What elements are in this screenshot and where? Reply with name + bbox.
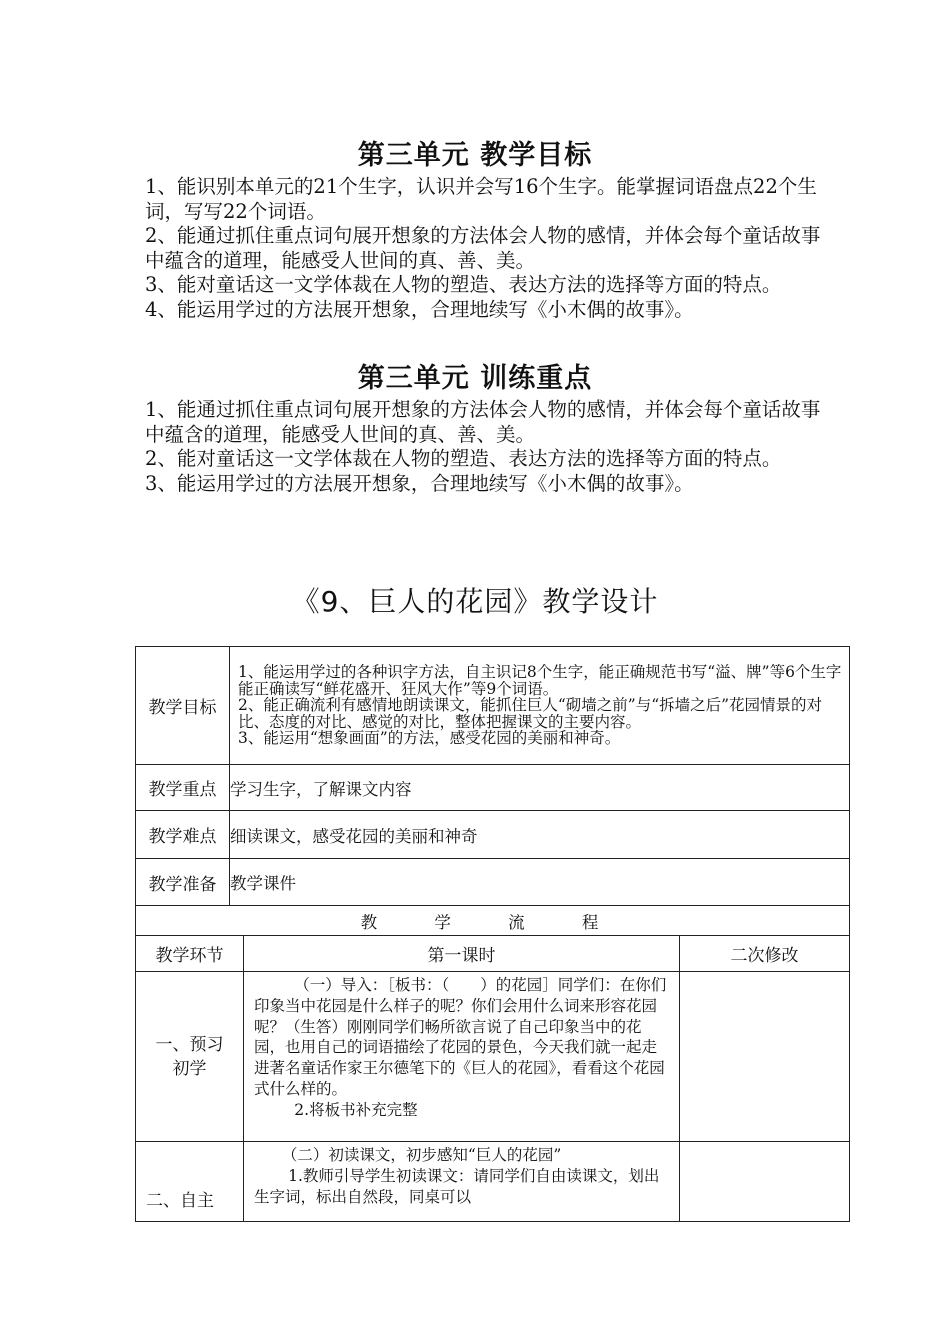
key-label: 教学重点 [136, 765, 230, 811]
key-value: 学习生字，了解课文内容 [230, 765, 850, 811]
lesson-goal-item: 1、能运用学过的各种识字方法，自主识记8个生字，能正确规范书写“溢、牌”等6个生字能正确读写“鲜花盛开、狂风大作”等9个词语。 [238, 663, 842, 698]
prep-value: 教学课件 [230, 859, 850, 906]
table-row [136, 647, 850, 765]
unit-focus-item: 3、能运用学过的方法展开想象，合理地续写《小木偶的故事》。 [145, 471, 694, 495]
stage-1-label [136, 972, 244, 1142]
unit-focus-item: 2、能对童话这一文学体裁在人物的塑造、表达方法的选择等方面的特点。 [145, 447, 782, 470]
lesson-design-table [135, 646, 850, 1222]
stage-1-line: 初学 [172, 1058, 207, 1079]
unit-goal-item: 4、能运用学过的方法展开想象，合理地续写《小木偶的故事》。 [145, 297, 694, 321]
stage-1-line: 一、预习 [155, 1034, 224, 1055]
unit-focus-title: 第三单元 训练重点 [357, 363, 593, 394]
unit-goal-item: 2、能通过抓住重点词句展开想象的方法体会人物的感情，并体会每个童话故事中蕴含的道理，能感受人世间的真、善、美。 [145, 224, 821, 272]
difficulty-label: 教学难点 [136, 811, 230, 859]
unit-goal-item: 3、能对童话这一文学体裁在人物的塑造、表达方法的选择等方面的特点。 [145, 273, 782, 296]
difficulty-value: 细读课文，感受花园的美丽和神奇 [230, 811, 850, 859]
lesson-title: 《9、巨人的花园》教学设计 [291, 585, 659, 618]
unit-focus-item: 1、能通过抓住重点词句展开想象的方法体会人物的感情，并体会每个童话故事中蕴含的道理，能感受人世间的真、善、美。 [145, 398, 821, 446]
stage-1-paragraph: （一）导入：［板书：（ ）的花园］同学们：在你们印象当中花园是什么样子的呢？你们会用什么词来形容花园呢？（生答）刚刚同学们畅所欲言说了自己印象当中的花园，也用自己的词语描绘了花园的景色，今天我们就一起走进著名童话作家王尔德笔下的《巨人的花园》，看看这个花园式什么样的。 [254, 976, 667, 1098]
flow-heading: 教 学 流 程 [136, 906, 850, 936]
table-row [136, 859, 850, 906]
goals-cell [230, 647, 850, 765]
stage-2-paragraph: 1.教师引导学生初读课文：请同学们自由读课文，划出生字词，标出自然段，同桌可以 [254, 1166, 660, 1206]
col-stage-header: 教学环节 [136, 936, 244, 972]
stage-2-content [244, 1142, 680, 1222]
stage-2-label: 二、自主 [136, 1142, 244, 1222]
table-row [136, 972, 850, 1142]
unit-goals-list [145, 175, 825, 322]
table-row [136, 765, 850, 811]
unit-focus-list [145, 398, 825, 496]
unit-goals-title: 第三单元 教学目标 [357, 140, 593, 171]
prep-label: 教学准备 [136, 859, 230, 906]
table-row [136, 1142, 850, 1222]
table-row [136, 906, 850, 936]
stage-2-revise-cell [680, 1142, 850, 1222]
stage-2-paragraph: （二）初读课文，初步感知“巨人的花园” [281, 1146, 562, 1164]
unit-goal-item: 1、能识别本单元的21个生字，认识并会写16个生字。能掌握词语盘点22个生词，写写22个词语。 [145, 175, 817, 223]
table-row [136, 936, 850, 972]
goals-label: 教学目标 [136, 647, 230, 765]
lesson-goal-item: 2、能正确流利有感情地朗读课文，能抓住巨人“砌墙之前”与“拆墙之后”花园情景的对比、态度的对比、感觉的对比，整体把握课文的主要内容。 [238, 696, 823, 731]
stage-1-paragraph: 2.将板书补充完整 [294, 1100, 418, 1119]
col-period-header: 第一课时 [244, 936, 680, 972]
col-revise-header: 二次修改 [680, 936, 850, 972]
stage-1-revise-cell [680, 972, 850, 1142]
stage-1-content [244, 972, 680, 1142]
lesson-goal-item: 3、能运用“想象画面”的方法，感受花园的美丽和神奇。 [238, 729, 621, 748]
table-row [136, 811, 850, 859]
